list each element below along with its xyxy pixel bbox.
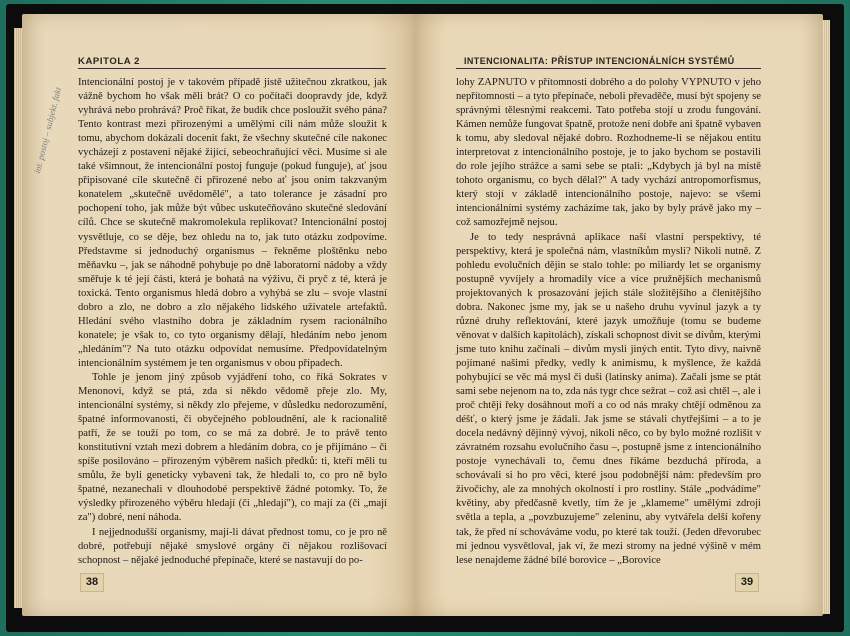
- left-page-number: 38: [80, 573, 104, 592]
- right-running-head: INTENCIONALITA: PŘÍSTUP INTENCIONÁLNÍCH SYSTÉMŮ: [464, 56, 735, 66]
- left-paragraph-3: I nejjednodušší organismy, mají-li dávat přednost tomu, co je pro ně dobré, potřebují nějaké smyslové orgány či nějakou rozlišovací schopnost – nějaké jednoduché přepínače, které se nastavují do po-: [78, 526, 387, 566]
- left-paragraph-2: Tohle je jenom jiný způsob vyjádření toho, co říká Sokrates v Menonovi, když se ptá, zda si někdo vědomě přeje zlo. My, intencionální systémy, si někdy zlo přejeme, v důsledku nedorozumění, špatné informovanosti, či obyčejného pobloudnění, ale k racionalitě patří, že se touží po tom, co se má za dobré. Je to právě tento konstitutivní vztah mezi dobrem a hledáním dobra, co je přijímáno – či spíše posilováno – přirozeným výběrem našich předků: ti, kteří měli tu smůlu, že byli geneticky vybaveni tak, že hledali to, co pro ně bylo špatné, nezanechali v dlouhodobé perspektivě žádné potomky. To, že výsledky přirozeného výběru hledají (či „hledají"), co mají za (či „mají za") dobré, není náhoda.: [78, 371, 387, 524]
- left-head-rule: [78, 68, 386, 69]
- right-paragraph-1: lohy ZAPNUTO v přítomnosti dobrého a do polohy VYPNUTO v jeho nepřítomnosti – a tyto přepínače, neboli převaděče, musí být spojeny se správnými tělesnými reakcemi. Tato potřeba stojí u zrodu fungování. Kámen nemůže fungovat špatně, protože není dobře ani špatně vybaven k tomu, aby sledoval nějaké dobro. Rozhodneme-li se nějakou entitu interpretovat z intencionálního postoje, je to jako bychom se postavili do role jejího strážce a sami sebe se ptali: „Kdybych já byl na místě tohoto organismu, co bych dělal?" A tady vychází antropomorfismus, který stojí v základě intencionálního postoje, najevo: se všemi intencionálními systémy zacházíme tak, jako by byly právě jako my – což samozřejmě nejsou.: [456, 77, 761, 229]
- right-page-number: 39: [735, 573, 759, 592]
- left-body-text: [78, 76, 387, 568]
- right-paragraph-2: Je to tedy nesprávná aplikace naší vlastní perspektivy, té perspektivy, která je společná nám, vlastníkům mysli? Nikoli nutně. Z pohledu evolučních dějin se stalo tohle: po miliardy let se organismy postupně vyvíjely a hromadily více a více pružnějších mechanismů projektovaných k prosazování jejich stále složitějšího a členitějšího dobra. Nakonec jsme my, jak se u našeho druhu vyvinul jazyk a ty různé druhy reflektování, které jazyk umožňuje (tomu se budeme věnovat v dalších kapitolách), získali schopnost divit se dívům, kterými jsme tuto knihu začínali – divům mysli jiných entit. Tyto divy, naivně pojímané našimi předky, vedly k animismu, k myšlence, že každá pohybující se věc má mysl či duši (latinsky anima). Začali jsme se ptát sami sebe nejenom na to, zda nás tygr chce sežrat – což asi chtěl –, ale i proč chtějí řeky dosáhnout moří a co od nás mraky chtějí odměnou za déšť, o který jsme je žádali. Jak jsme se stávali chytřejšími – a to je docela nedávný dějinný vývoj, nikoli něco, co by bylo možné rozlišit v závratném rozsahu evolučního času –, postupně jsme z intencionálního postoje vynechávali to, čemu dnes říkáme bezduchá příroda, a schovávali si ho pro věci, které jsou podobnější nám: především pro živočichy, ale za mnohých okolností i pro rostliny. Stále „podvádíme" květiny, aby předčasně kvetly, tím že je „klameme" umělými zdroji světla a tepla, a „povzbuzujeme" zeleninu, aby vytvářela delší kořeny tak, že před ní schováváme vodu, po které tak touží. (Jeden dřevorubec mi jednou vysvětloval, jak ví, že mezi stromy na jedné výšině v mém lese nenajdeme žádné bílé borovice – „Borovice: [456, 231, 761, 566]
- left-paragraph-1: Intencionální postoj je v takovém případě jistě užitečnou zkratkou, jak vážně bychom ho však měli brát? O co počítači doopravdy jde, když vyhrává nebo prohrává? Proč říkat, že budík chce posloužit svého pána? Tento kontrast mezi přirozenými a umělými cíli nám může sloužit k tomu, abychom dokázali docenit fakt, že všechny skutečné cíle nakonec vycházejí z postavení nějaké žijící, sebeochraňující věci. Musíme si ale také všimnout, že intencionální postoj funguje (pokud funguje), ať jsou připisované cíle skutečně či přirozené nebo ať jsou onim takzvaným konatelem „skutečně uvědomělé", a tato tolerance je zásadní pro pochopení toho, jak může být vůbec uskutečňováno skutečné sledování cílů. Chce se skutečně makromolekula replikovat? Intencionální postoj vysvětluje, co se děje, bez ohledu na to, jak tuto otázku zodpovíme. Představme si jednoduchý organismus – řekněme ploštěnku nebo měňavku –, jak se náhodně pohybuje po dně laboratorní nádoby a vždy směřuje k té její části, která je bohatá na výživu, či pryč z té, která je toxická. Tento organismus hledá dobro a vyhýbá se zlu – svoje vlastní dobro a zlo, ne dobro a zlo nějakého lidského uživatele artefaktů. Hledání svého vlastního dobra je základním rysem racionálního konatele; je však to, co tyto organismy dělají, hledáním nebo jenom „hledáním"? Na tuto otázku odpovídat nemusíme. Předpovídatelným intencionálním systémem je ten organismus v obou případech.: [78, 77, 387, 369]
- margin-handwriting: int. postoj – subjekt. fakt: [32, 86, 64, 175]
- right-body-text: [456, 76, 761, 568]
- left-running-head: KAPITOLA 2: [78, 56, 140, 67]
- right-page-edges: [822, 20, 830, 614]
- right-head-rule: [456, 68, 761, 69]
